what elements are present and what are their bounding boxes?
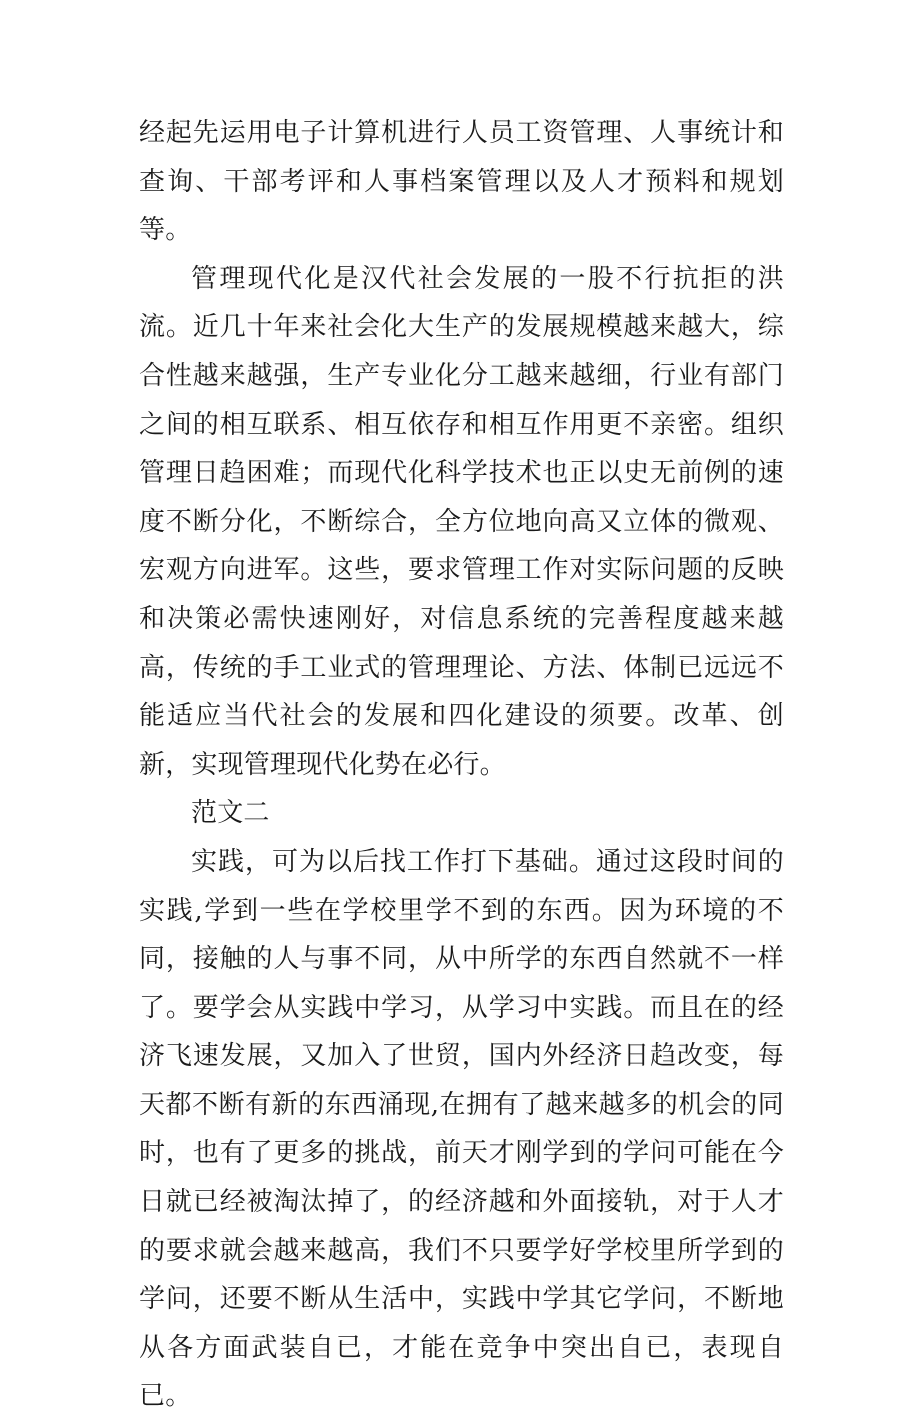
paragraph-practice: 实践，可为以后找工作打下基础。通过这段时间的实践,学到一些在学校里学不到的东西。因为环境的不同，接触的人与事不同，从中所学的东西自然就不一样了。要学会从实践中学习，从学习中实践。而且在的经济飞速发展，又加入了世贸，国内外经济日趋改变，每天都不断有新的东西涌现,在拥有了越来越多的机会的同时，也有了更多的挑战，前天才刚学到的学问可能在今日就已经被淘汰掉了，的经济越和外面接轨，对于人才的要求就会越来越高，我们不只要学好学校里所学到的学问，还要不断从生活中，实践中学其它学问，不断地从各方面武装自已，才能在竞争中突出自已，表现自已。 — [139, 846, 784, 1412]
section-heading: 范文二 — [191, 798, 270, 829]
paragraph-management-modernization: 管理现代化是汉代社会发展的一股不行抗拒的洪流。近几十年来社会化大生产的发展规模越来越大，综合性越来越强，生产专业化分工越来越细，行业有部门之间的相互联系、相互依存和相互作用更不亲密。组织管理日趋困难；而现代化科学技术也正以史无前例的速度不断分化，不断综合，全方位地向高又立体的微观、宏观方向进军。这些，要求管理工作对实际问题的反映和决策必需快速刚好，对信息系统的完善程度越来越高，传统的手工业式的管理理论、方法、体制已远远不能适应当代社会的发展和四化建设的须要。改革、创新，实现管理现代化势在必行。 — [139, 263, 784, 780]
document-body — [139, 109, 784, 1421]
paragraph-continuation: 经起先运用电子计算机进行人员工资管理、人事统计和查询、干部考评和人事档案管理以及人才预料和规划等。 — [139, 118, 784, 246]
